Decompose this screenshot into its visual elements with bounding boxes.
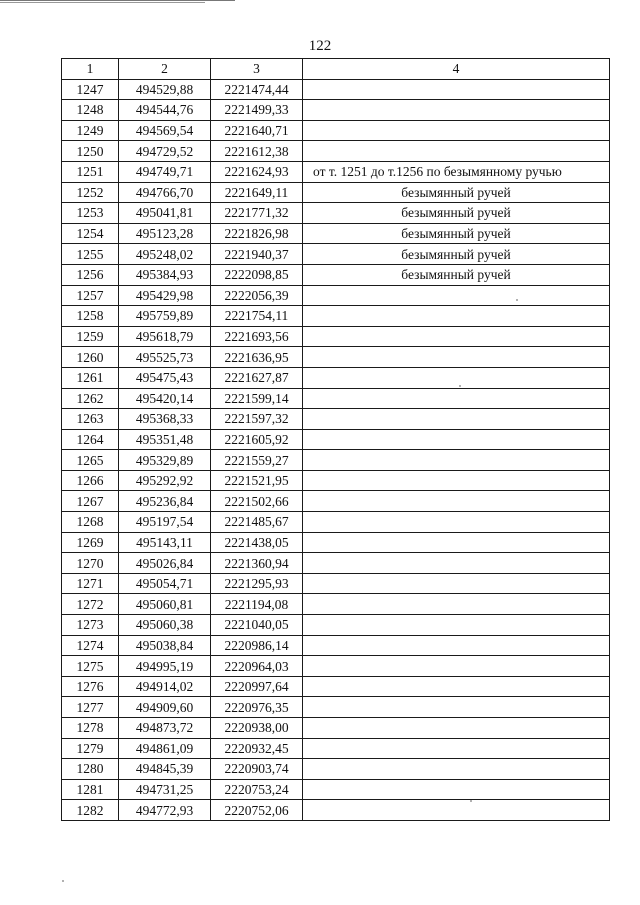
y-coordinate-cell: 2220997,64 bbox=[211, 676, 303, 697]
table-row bbox=[62, 697, 610, 718]
y-coordinate-cell: 2222098,85 bbox=[211, 264, 303, 285]
x-coordinate-cell: 494749,71 bbox=[119, 161, 211, 182]
x-coordinate-cell: 495618,79 bbox=[119, 326, 211, 347]
x-coordinate-cell: 495054,71 bbox=[119, 573, 211, 594]
x-coordinate-cell: 495248,02 bbox=[119, 244, 211, 265]
description-cell: от т. 1251 до т.1256 по безымянному ручью bbox=[303, 161, 610, 182]
description-cell bbox=[303, 306, 610, 327]
point-number-cell: 1259 bbox=[62, 326, 119, 347]
point-number-cell: 1278 bbox=[62, 718, 119, 739]
point-number-cell: 1248 bbox=[62, 100, 119, 121]
point-number-cell: 1279 bbox=[62, 738, 119, 759]
table-header-row bbox=[62, 59, 610, 80]
y-coordinate-cell: 2221499,33 bbox=[211, 100, 303, 121]
point-number-cell: 1274 bbox=[62, 635, 119, 656]
x-coordinate-cell: 494729,52 bbox=[119, 141, 211, 162]
point-number-cell: 1256 bbox=[62, 264, 119, 285]
y-coordinate-cell: 2221559,27 bbox=[211, 450, 303, 471]
header-cell-point-number: 1 bbox=[62, 59, 119, 80]
x-coordinate-cell: 495384,93 bbox=[119, 264, 211, 285]
table-row bbox=[62, 223, 610, 244]
table-row bbox=[62, 450, 610, 471]
point-number-cell: 1270 bbox=[62, 553, 119, 574]
point-number-cell: 1253 bbox=[62, 203, 119, 224]
table-row bbox=[62, 779, 610, 800]
table-row bbox=[62, 182, 610, 203]
point-number-cell: 1280 bbox=[62, 759, 119, 780]
y-coordinate-cell: 2221754,11 bbox=[211, 306, 303, 327]
description-cell bbox=[303, 779, 610, 800]
description-cell bbox=[303, 738, 610, 759]
point-number-cell: 1273 bbox=[62, 615, 119, 636]
description-cell bbox=[303, 553, 610, 574]
table-row bbox=[62, 512, 610, 533]
point-number-cell: 1269 bbox=[62, 532, 119, 553]
y-coordinate-cell: 2221474,44 bbox=[211, 79, 303, 100]
table-row bbox=[62, 615, 610, 636]
description-cell bbox=[303, 635, 610, 656]
point-number-cell: 1272 bbox=[62, 594, 119, 615]
y-coordinate-cell: 2220752,06 bbox=[211, 800, 303, 821]
y-coordinate-cell: 2221502,66 bbox=[211, 491, 303, 512]
description-cell bbox=[303, 718, 610, 739]
description-cell bbox=[303, 656, 610, 677]
coordinates-table bbox=[61, 58, 610, 821]
description-cell: безымянный ручей bbox=[303, 182, 610, 203]
table-row bbox=[62, 800, 610, 821]
x-coordinate-cell: 495236,84 bbox=[119, 491, 211, 512]
table-row bbox=[62, 635, 610, 656]
x-coordinate-cell: 495525,73 bbox=[119, 347, 211, 368]
table-row bbox=[62, 470, 610, 491]
point-number-cell: 1255 bbox=[62, 244, 119, 265]
x-coordinate-cell: 495041,81 bbox=[119, 203, 211, 224]
top-rule-line-secondary bbox=[0, 2, 205, 3]
description-cell bbox=[303, 759, 610, 780]
y-coordinate-cell: 2221640,71 bbox=[211, 120, 303, 141]
table-row bbox=[62, 244, 610, 265]
y-coordinate-cell: 2221360,94 bbox=[211, 553, 303, 574]
table-row bbox=[62, 79, 610, 100]
description-cell bbox=[303, 285, 610, 306]
point-number-cell: 1262 bbox=[62, 388, 119, 409]
point-number-cell: 1264 bbox=[62, 429, 119, 450]
x-coordinate-cell: 494529,88 bbox=[119, 79, 211, 100]
point-number-cell: 1282 bbox=[62, 800, 119, 821]
table-row bbox=[62, 326, 610, 347]
point-number-cell: 1250 bbox=[62, 141, 119, 162]
table-row bbox=[62, 573, 610, 594]
y-coordinate-cell: 2221627,87 bbox=[211, 367, 303, 388]
y-coordinate-cell: 2221597,32 bbox=[211, 409, 303, 430]
table-row bbox=[62, 676, 610, 697]
table-body bbox=[62, 79, 610, 820]
y-coordinate-cell: 2221438,05 bbox=[211, 532, 303, 553]
y-coordinate-cell: 2220903,74 bbox=[211, 759, 303, 780]
point-number-cell: 1257 bbox=[62, 285, 119, 306]
table-row bbox=[62, 429, 610, 450]
table-row bbox=[62, 285, 610, 306]
description-cell bbox=[303, 573, 610, 594]
description-cell bbox=[303, 470, 610, 491]
x-coordinate-cell: 494569,54 bbox=[119, 120, 211, 141]
x-coordinate-cell: 495292,92 bbox=[119, 470, 211, 491]
x-coordinate-cell: 495038,84 bbox=[119, 635, 211, 656]
table-row bbox=[62, 656, 610, 677]
point-number-cell: 1251 bbox=[62, 161, 119, 182]
table-row bbox=[62, 532, 610, 553]
y-coordinate-cell: 2220932,45 bbox=[211, 738, 303, 759]
point-number-cell: 1271 bbox=[62, 573, 119, 594]
description-cell bbox=[303, 120, 610, 141]
table-row bbox=[62, 718, 610, 739]
y-coordinate-cell: 2221295,93 bbox=[211, 573, 303, 594]
header-cell-x: 2 bbox=[119, 59, 211, 80]
x-coordinate-cell: 494861,09 bbox=[119, 738, 211, 759]
description-cell: безымянный ручей bbox=[303, 203, 610, 224]
table-row bbox=[62, 141, 610, 162]
description-cell bbox=[303, 697, 610, 718]
y-coordinate-cell: 2220986,14 bbox=[211, 635, 303, 656]
description-cell: безымянный ручей bbox=[303, 244, 610, 265]
description-cell bbox=[303, 532, 610, 553]
y-coordinate-cell: 2221612,38 bbox=[211, 141, 303, 162]
y-coordinate-cell: 2220964,03 bbox=[211, 656, 303, 677]
description-cell bbox=[303, 429, 610, 450]
description-cell bbox=[303, 800, 610, 821]
description-cell bbox=[303, 491, 610, 512]
y-coordinate-cell: 2220753,24 bbox=[211, 779, 303, 800]
point-number-cell: 1275 bbox=[62, 656, 119, 677]
x-coordinate-cell: 495351,48 bbox=[119, 429, 211, 450]
x-coordinate-cell: 494873,72 bbox=[119, 718, 211, 739]
x-coordinate-cell: 495368,33 bbox=[119, 409, 211, 430]
x-coordinate-cell: 494544,76 bbox=[119, 100, 211, 121]
point-number-cell: 1266 bbox=[62, 470, 119, 491]
table-row bbox=[62, 264, 610, 285]
y-coordinate-cell: 2220938,00 bbox=[211, 718, 303, 739]
description-cell bbox=[303, 100, 610, 121]
description-cell bbox=[303, 367, 610, 388]
y-coordinate-cell: 2221940,37 bbox=[211, 244, 303, 265]
description-cell bbox=[303, 141, 610, 162]
x-coordinate-cell: 495475,43 bbox=[119, 367, 211, 388]
x-coordinate-cell: 495026,84 bbox=[119, 553, 211, 574]
point-number-cell: 1263 bbox=[62, 409, 119, 430]
x-coordinate-cell: 495143,11 bbox=[119, 532, 211, 553]
description-cell bbox=[303, 450, 610, 471]
table-row bbox=[62, 367, 610, 388]
x-coordinate-cell: 495420,14 bbox=[119, 388, 211, 409]
table-row bbox=[62, 553, 610, 574]
x-coordinate-cell: 495759,89 bbox=[119, 306, 211, 327]
scan-speck bbox=[459, 385, 461, 387]
x-coordinate-cell: 495060,38 bbox=[119, 615, 211, 636]
description-cell bbox=[303, 512, 610, 533]
scan-speck bbox=[516, 299, 518, 301]
point-number-cell: 1252 bbox=[62, 182, 119, 203]
table-row bbox=[62, 759, 610, 780]
y-coordinate-cell: 2221624,93 bbox=[211, 161, 303, 182]
table-row bbox=[62, 203, 610, 224]
table-row bbox=[62, 347, 610, 368]
description-cell bbox=[303, 615, 610, 636]
point-number-cell: 1254 bbox=[62, 223, 119, 244]
point-number-cell: 1260 bbox=[62, 347, 119, 368]
x-coordinate-cell: 495329,89 bbox=[119, 450, 211, 471]
x-coordinate-cell: 494772,93 bbox=[119, 800, 211, 821]
x-coordinate-cell: 494909,60 bbox=[119, 697, 211, 718]
x-coordinate-cell: 495197,54 bbox=[119, 512, 211, 533]
y-coordinate-cell: 2221636,95 bbox=[211, 347, 303, 368]
table-row bbox=[62, 120, 610, 141]
x-coordinate-cell: 494995,19 bbox=[119, 656, 211, 677]
top-rule-line bbox=[0, 0, 235, 1]
x-coordinate-cell: 494731,25 bbox=[119, 779, 211, 800]
point-number-cell: 1265 bbox=[62, 450, 119, 471]
table-row bbox=[62, 409, 610, 430]
y-coordinate-cell: 2221826,98 bbox=[211, 223, 303, 244]
y-coordinate-cell: 2221605,92 bbox=[211, 429, 303, 450]
y-coordinate-cell: 2221599,14 bbox=[211, 388, 303, 409]
table-row bbox=[62, 100, 610, 121]
description-cell: безымянный ручей bbox=[303, 223, 610, 244]
y-coordinate-cell: 2222056,39 bbox=[211, 285, 303, 306]
x-coordinate-cell: 495060,81 bbox=[119, 594, 211, 615]
point-number-cell: 1261 bbox=[62, 367, 119, 388]
table-row bbox=[62, 161, 610, 182]
table-row bbox=[62, 306, 610, 327]
scan-speck bbox=[62, 880, 64, 882]
x-coordinate-cell: 495123,28 bbox=[119, 223, 211, 244]
header-cell-y: 3 bbox=[211, 59, 303, 80]
point-number-cell: 1281 bbox=[62, 779, 119, 800]
description-cell bbox=[303, 347, 610, 368]
y-coordinate-cell: 2221194,08 bbox=[211, 594, 303, 615]
table-row bbox=[62, 388, 610, 409]
y-coordinate-cell: 2221485,67 bbox=[211, 512, 303, 533]
x-coordinate-cell: 494845,39 bbox=[119, 759, 211, 780]
y-coordinate-cell: 2221040,05 bbox=[211, 615, 303, 636]
description-cell bbox=[303, 409, 610, 430]
y-coordinate-cell: 2221771,32 bbox=[211, 203, 303, 224]
point-number-cell: 1276 bbox=[62, 676, 119, 697]
y-coordinate-cell: 2221521,95 bbox=[211, 470, 303, 491]
page-number: 122 bbox=[308, 38, 332, 54]
description-cell bbox=[303, 594, 610, 615]
scan-speck bbox=[470, 800, 472, 802]
point-number-cell: 1258 bbox=[62, 306, 119, 327]
description-cell bbox=[303, 388, 610, 409]
description-cell bbox=[303, 676, 610, 697]
table-row bbox=[62, 738, 610, 759]
x-coordinate-cell: 494914,02 bbox=[119, 676, 211, 697]
point-number-cell: 1249 bbox=[62, 120, 119, 141]
point-number-cell: 1267 bbox=[62, 491, 119, 512]
description-cell bbox=[303, 79, 610, 100]
point-number-cell: 1247 bbox=[62, 79, 119, 100]
description-cell bbox=[303, 326, 610, 347]
table-row bbox=[62, 491, 610, 512]
x-coordinate-cell: 494766,70 bbox=[119, 182, 211, 203]
description-cell: безымянный ручей bbox=[303, 264, 610, 285]
table-row bbox=[62, 594, 610, 615]
header-cell-description: 4 bbox=[303, 59, 610, 80]
y-coordinate-cell: 2220976,35 bbox=[211, 697, 303, 718]
y-coordinate-cell: 2221693,56 bbox=[211, 326, 303, 347]
point-number-cell: 1277 bbox=[62, 697, 119, 718]
x-coordinate-cell: 495429,98 bbox=[119, 285, 211, 306]
y-coordinate-cell: 2221649,11 bbox=[211, 182, 303, 203]
point-number-cell: 1268 bbox=[62, 512, 119, 533]
